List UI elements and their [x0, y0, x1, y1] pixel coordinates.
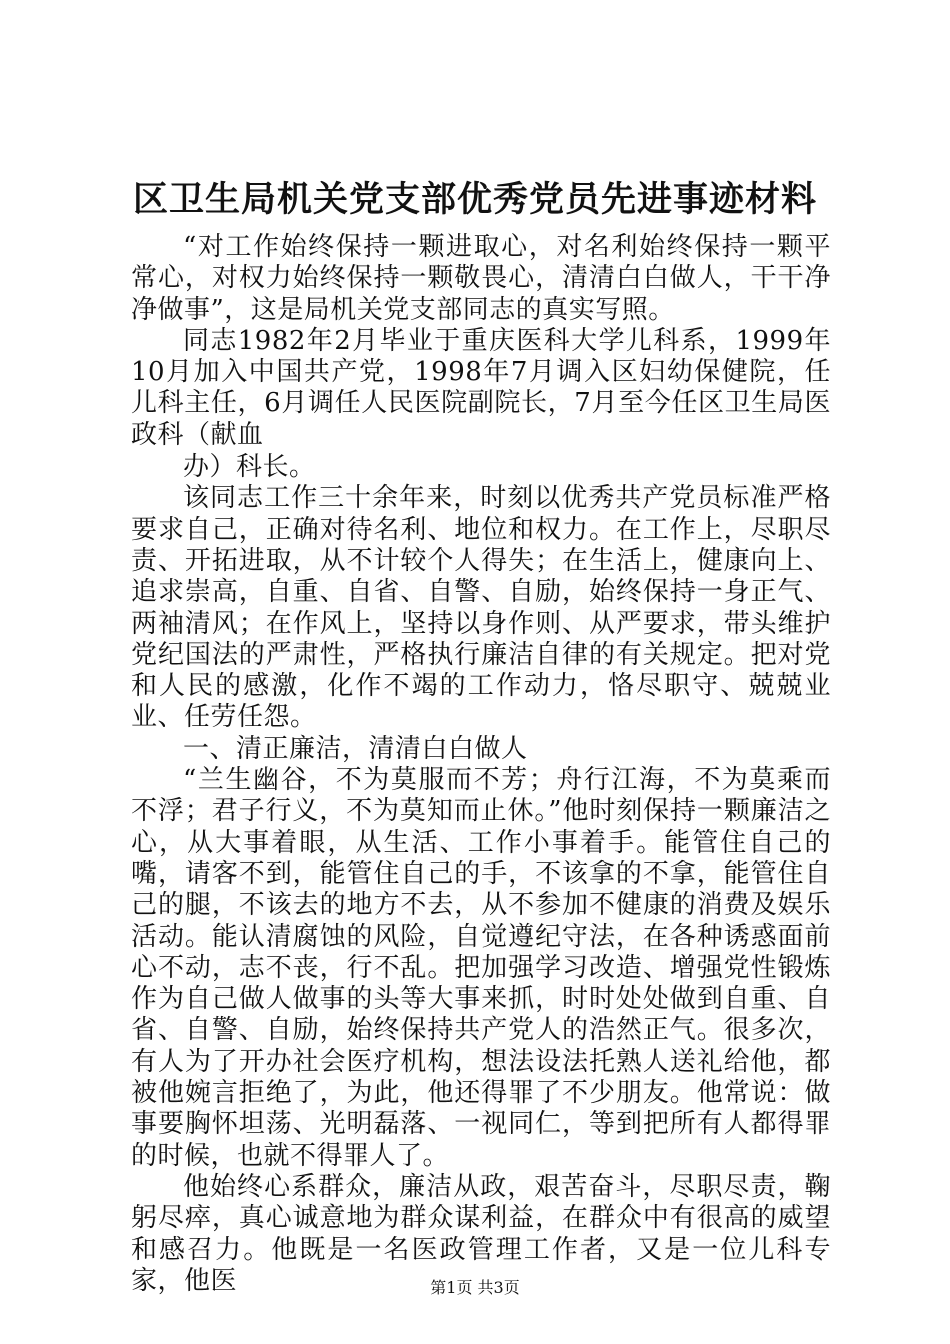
paragraph-intro-quote: “对工作始终保持一颗进取心，对名利始终保持一颗平常心，对权力始终保持一颗敬畏心，清清白白做人，干干净净做事”，这是局机关党支部同志的真实写照。	[131, 232, 831, 325]
document-body	[131, 232, 831, 1297]
section-heading-integrity: 一、清正廉洁，清清白白做人	[183, 733, 528, 764]
paragraph-service: 他始终心系群众，廉洁从政，艰苦奋斗，尽职尽责，鞠躬尽瘁，真心诚意地为群众谋利益，在群众中有很高的威望和感召力。他既是一名医政管理工作者，又是一位儿科专家，他医	[131, 1171, 831, 1296]
paragraph-integrity: “兰生幽谷，不为莫服而不芳；舟行江海，不为莫乘而不浮；君子行义，不为莫知而止休。”他时刻保持一颗廉洁之心，从大事着眼，从生活、工作小事着手。能管住自己的嘴，请客不到，能管住自己的手，不该拿的不拿，能管住自己的腿，不该去的地方不去，从不参加不健康的消费及娱乐活动。能认清腐蚀的风险，自觉遵纪守法，在各种诱惑面前心不动，志不丧，行不乱。把加强学习改造、增强党性锻炼作为自己做人做事的头等大事来抓，时时处处做到自重、自省、自警、自励，始终保持共产党人的浩然正气。很多次，有人为了开办社会医疗机构，想法设法托熟人送礼给他，都被他婉言拒绝了，为此，他还得罪了不少朋友。他常说：做事要胸怀坦荡、光明磊落、一视同仁，等到把所有人都得罪的时候，也就不得罪人了。	[131, 765, 831, 1171]
page-number-footer: 第1页 共3页	[430, 1278, 520, 1297]
document-title: 区卫生局机关党支部优秀党员先进事迹材料	[132, 179, 817, 220]
paragraph-overview: 该同志工作三十余年来，时刻以优秀共产党员标准严格要求自己，正确对待名利、地位和权力。在工作上，尽职尽责、开拓进取，从不计较个人得失；在生活上，健康向上、追求崇高，自重、自省、自警、自励，始终保持一身正气、两袖清风；在作风上，坚持以身作则、从严要求，带头维护党纪国法的严肃性，严格执行廉洁自律的有关规定。把对党和人民的感激，化作不竭的工作动力，恪尽职守、兢兢业业、任劳任怨。	[131, 483, 831, 733]
paragraph-biography-continued: 办）科长。	[183, 452, 316, 483]
paragraph-biography: 同志1982年2月毕业于重庆医科大学儿科系，1999年10月加入中国共产党，1998年7月调入区妇幼保健院，任儿科主任，6月调任人民医院副院长，7月至今任区卫生局医政科（献血	[131, 325, 831, 450]
